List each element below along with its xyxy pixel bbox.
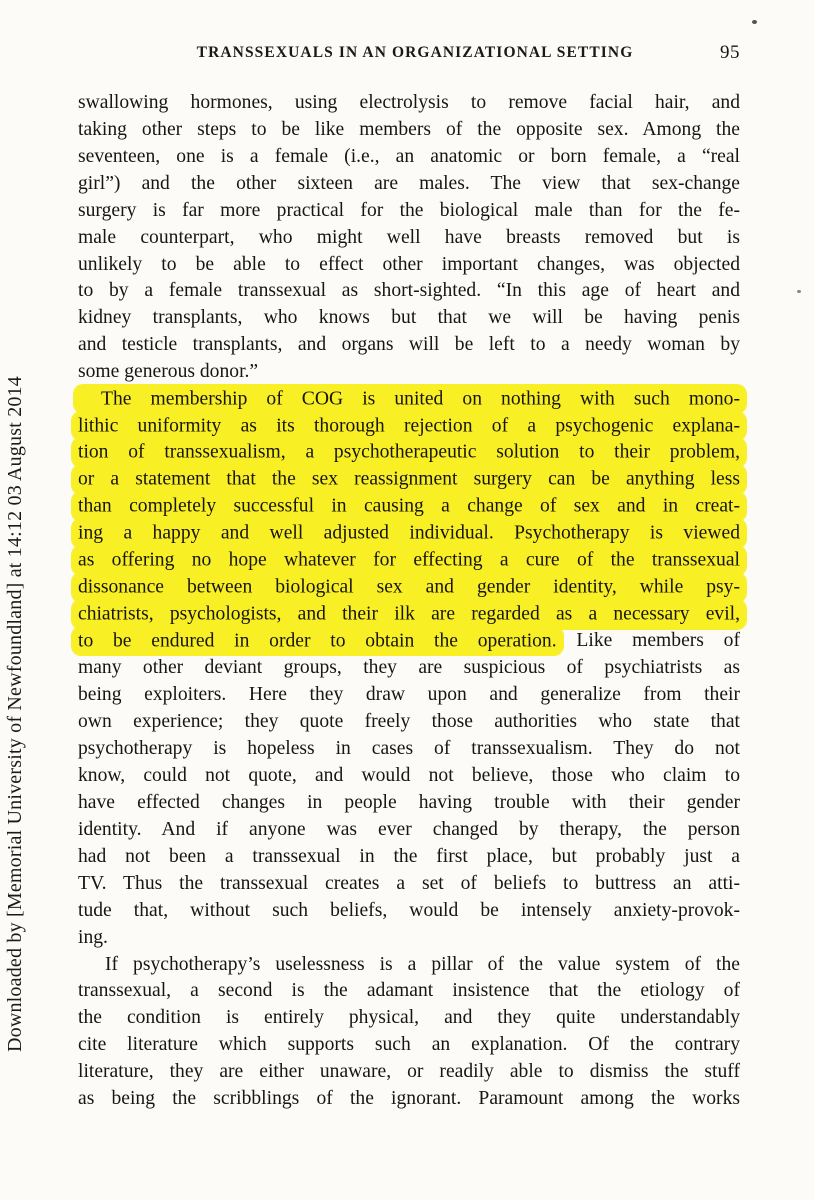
text-segment: had not been a transsexual in the first place, but probably just a — [78, 845, 740, 867]
text-line — [78, 817, 740, 844]
text-segment: and testicle transplants, and organs will be left to a needy woman by — [78, 334, 740, 356]
text-line — [78, 763, 740, 790]
text-line — [78, 440, 740, 467]
text-segment: TV. Thus the transsexual creates a set of beliefs to buttress an atti- — [78, 872, 740, 894]
page-number: 95 — [720, 42, 740, 63]
text-segment: kidney transplants, who knows but that we will be having penis — [78, 307, 740, 329]
text-line — [78, 494, 740, 521]
text-segment: the condition is entirely physical, and they quite understandably — [78, 1007, 740, 1029]
text-segment: unlikely to be able to effect other important changes, was objected — [78, 253, 740, 275]
highlighted-text-segment: chiatrists, psychologists, and their ilk are regarded as a necessary evil, — [72, 600, 746, 629]
highlighted-text-segment: lithic uniformity as its thorough rejection of a psychogenic explana- — [72, 412, 746, 441]
highlighted-text-segment: than completely successful in causing a change of sex and in creat- — [72, 492, 746, 521]
text-segment: surgery is far more practical for the biological male than for the fe- — [78, 199, 740, 221]
text-line — [78, 252, 740, 279]
text-line — [78, 978, 740, 1005]
text-segment: some generous donor.” — [78, 361, 259, 383]
text-line — [78, 952, 740, 979]
text-line — [78, 171, 740, 198]
text-line — [78, 844, 740, 871]
text-segment: own experience; they quote freely those authorities who state that — [78, 711, 740, 733]
text-segment: tude that, without such beliefs, would be intensely anxiety-provok- — [78, 899, 740, 921]
text-segment: have effected changes in people having trouble with their gender — [78, 791, 740, 813]
highlighted-text-segment: The membership of COG is united on nothing with such mono- — [74, 385, 746, 414]
text-segment: swallowing hormones, using electrolysis to remove facial hair, and — [78, 92, 740, 113]
text-line — [78, 521, 740, 548]
text-segment: know, could not quote, and would not believe, those who claim to — [78, 765, 740, 787]
text-segment: cite literature which supports such an explanation. Of the contrary — [78, 1034, 740, 1056]
text-segment: as being the scribblings of the ignorant. Paramount among the works — [78, 1088, 740, 1110]
text-line — [78, 1032, 740, 1059]
text-line — [78, 1059, 740, 1086]
text-line — [78, 198, 740, 225]
text-segment: to by a female transsexual as short-sighted. “In this age of heart and — [78, 280, 740, 302]
running-title: TRANSSEXUALS IN AN ORGANIZATIONAL SETTING — [196, 44, 634, 61]
text-line — [78, 278, 740, 305]
highlighted-text-segment: dissonance between biological sex and gender identity, while psy- — [72, 573, 746, 602]
text-segment: Like members of — [556, 630, 741, 652]
text-segment: seventeen, one is a female (i.e., an anatomic or born female, a “real — [78, 145, 740, 167]
text-line — [78, 602, 740, 629]
text-line — [78, 871, 740, 898]
text-line — [78, 548, 740, 575]
text-segment: identity. And if anyone was ever changed by therapy, the person — [78, 818, 740, 840]
text-line — [78, 90, 740, 117]
text-line — [78, 736, 740, 763]
text-segment: psychotherapy is hopeless in cases of transsexualism. They do not — [78, 738, 740, 760]
text-segment: If psychotherapy’s uselessness is a pillar of the value system of the — [105, 953, 740, 975]
text-line — [78, 413, 740, 440]
text-line — [78, 682, 740, 709]
text-line — [78, 655, 740, 682]
text-line — [78, 575, 740, 602]
text-segment: being exploiters. Here they draw upon and generalize from their — [78, 684, 740, 706]
page-lines — [78, 90, 740, 1113]
text-line — [78, 386, 740, 413]
text-line — [78, 117, 740, 144]
text-segment: many other deviant groups, they are suspicious of psychiatrists as — [78, 657, 740, 679]
scan-speck — [752, 20, 757, 24]
text-line — [78, 225, 740, 252]
text-segment: literature, they are either unaware, or readily able to dismiss the stuff — [78, 1061, 740, 1083]
text-segment: taking other steps to be like members of the opposite sex. Among the — [78, 118, 740, 140]
highlighted-text-segment: to be endured in order to obtain the operation. — [72, 627, 563, 656]
text-segment: ing. — [78, 926, 108, 948]
text-line — [78, 467, 740, 494]
scan-speck — [797, 290, 801, 293]
text-line — [78, 144, 740, 171]
text-line — [78, 898, 740, 925]
download-watermark: Downloaded by [Memorial University of Newfoundland] at 14:12 03 August 2014 — [4, 376, 26, 1053]
text-line — [78, 790, 740, 817]
text-line — [78, 359, 740, 386]
text-segment: girl”) and the other sixteen are males. The view that sex-change — [78, 172, 740, 194]
text-line — [78, 332, 740, 359]
text-line — [78, 1005, 740, 1032]
text-line — [78, 305, 740, 332]
text-segment: transsexual, a second is the adamant insistence that the etiology of — [78, 980, 740, 1002]
text-line — [78, 925, 740, 952]
text-line — [78, 709, 740, 736]
highlighted-text-segment: as offering no hope whatever for effecting a cure of the transsexual — [72, 546, 746, 575]
page-header — [78, 44, 740, 68]
text-line — [78, 1086, 740, 1113]
highlighted-text-segment: ing a happy and well adjusted individual. Psychotherapy is viewed — [72, 519, 746, 548]
text-segment: male counterpart, who might well have breasts removed but is — [78, 226, 740, 248]
highlighted-text-segment: tion of transsexualism, a psychotherapeutic solution to their problem, — [72, 438, 746, 467]
text-line — [78, 628, 740, 655]
highlighted-text-segment: or a statement that the sex reassignment surgery can be anything less — [72, 465, 746, 494]
